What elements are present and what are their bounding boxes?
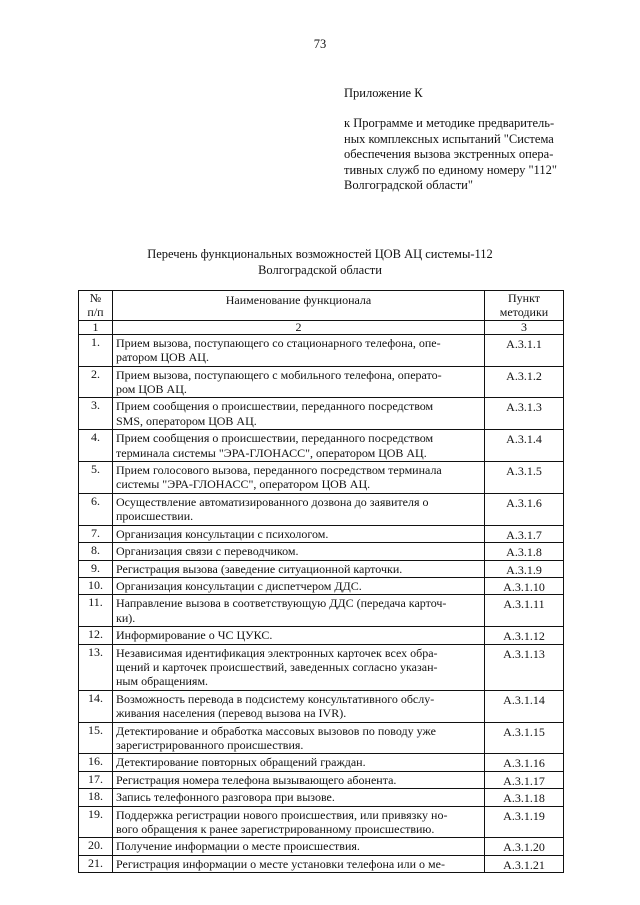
row-description-line: SMS, оператором ЦОВ АЦ. bbox=[116, 413, 257, 428]
table-row bbox=[79, 543, 564, 560]
row-description bbox=[113, 855, 485, 872]
row-description bbox=[113, 789, 485, 806]
table-row bbox=[79, 627, 564, 644]
table-row bbox=[79, 398, 564, 430]
table-row bbox=[79, 577, 564, 594]
row-description bbox=[113, 771, 485, 788]
row-description-line: Организация консультации с диспетчером ДДС. bbox=[116, 578, 362, 593]
header-name: Наименование функционала bbox=[113, 291, 485, 321]
appendix-subtitle bbox=[344, 116, 594, 194]
row-description-line: Поддержка регистрации нового происшествия, или привязку но- bbox=[116, 807, 448, 822]
index-cell: 2 bbox=[113, 320, 485, 334]
appendix-subtitle-line: Волгоградской области" bbox=[344, 178, 473, 193]
table-row bbox=[79, 334, 564, 366]
row-description bbox=[113, 806, 485, 838]
row-description-line: Осуществление автоматизированного дозвона до заявителя о bbox=[116, 494, 429, 509]
row-description bbox=[113, 334, 485, 366]
functions-table bbox=[78, 290, 564, 873]
header-num-line: № bbox=[89, 291, 102, 305]
header-num bbox=[79, 291, 113, 321]
row-number: 11. bbox=[79, 595, 113, 627]
header-point-line: Пункт bbox=[507, 291, 540, 305]
table-row bbox=[79, 754, 564, 771]
row-description-line: Запись телефонного разговора при вызове. bbox=[116, 790, 335, 805]
row-method-point: А.3.1.3 bbox=[485, 398, 564, 430]
row-method-point: А.3.1.21 bbox=[485, 855, 564, 872]
row-description bbox=[113, 430, 485, 462]
row-method-point: А.3.1.7 bbox=[485, 525, 564, 542]
row-description-line: Регистрация информации о месте установки телефона или о ме- bbox=[116, 856, 445, 871]
table-row bbox=[79, 722, 564, 754]
table-row bbox=[79, 560, 564, 577]
row-method-point: А.3.1.13 bbox=[485, 644, 564, 690]
row-number: 15. bbox=[79, 722, 113, 754]
row-description-line: живания населения (перевод вызова на IVR). bbox=[116, 706, 347, 721]
table-row bbox=[79, 690, 564, 722]
row-description bbox=[113, 595, 485, 627]
row-method-point: А.3.1.10 bbox=[485, 577, 564, 594]
document-title-line: Перечень функциональных возможностей ЦОВ АЦ системы-112 bbox=[147, 247, 493, 261]
row-description bbox=[113, 493, 485, 525]
row-description bbox=[113, 627, 485, 644]
row-description-line: Организация консультации с психологом. bbox=[116, 526, 329, 541]
appendix-subtitle-line: ных комплексных испытаний "Система bbox=[344, 131, 554, 146]
row-description-line: Регистрация номера телефона вызывающего абонента. bbox=[116, 772, 397, 787]
table-row bbox=[79, 430, 564, 462]
table-row bbox=[79, 493, 564, 525]
row-description-line: Детектирование и обработка массовых вызовов по поводу уже bbox=[116, 723, 436, 738]
row-method-point: А.3.1.2 bbox=[485, 366, 564, 398]
row-method-point: А.3.1.17 bbox=[485, 771, 564, 788]
row-number: 17. bbox=[79, 771, 113, 788]
row-description-line: Направление вызова в соответствующую ДДС (передача карточ- bbox=[116, 596, 447, 611]
row-description-line: Детектирование повторных обращений граждан. bbox=[116, 755, 366, 770]
row-description bbox=[113, 722, 485, 754]
row-description-line: ратором ЦОВ АЦ. bbox=[116, 350, 209, 365]
row-description bbox=[113, 398, 485, 430]
header-num-line: п/п bbox=[87, 305, 104, 320]
row-description bbox=[113, 560, 485, 577]
row-number: 3. bbox=[79, 398, 113, 430]
row-description bbox=[113, 754, 485, 771]
table-row bbox=[79, 644, 564, 690]
row-description bbox=[113, 577, 485, 594]
row-method-point: А.3.1.9 bbox=[485, 560, 564, 577]
row-description-line: Получение информации о месте происшествия. bbox=[116, 839, 360, 854]
row-description bbox=[113, 462, 485, 494]
row-number: 16. bbox=[79, 754, 113, 771]
row-number: 8. bbox=[79, 543, 113, 560]
row-description bbox=[113, 690, 485, 722]
row-description-line: Прием сообщения о происшествии, переданного посредством bbox=[116, 399, 434, 414]
row-description-line: ром ЦОВ АЦ. bbox=[116, 382, 187, 397]
document-title bbox=[0, 247, 640, 278]
row-number: 12. bbox=[79, 627, 113, 644]
row-description-line: вого обращения к ранее зарегистрированному происшествию. bbox=[116, 822, 435, 836]
row-description bbox=[113, 543, 485, 560]
row-method-point: А.3.1.6 bbox=[485, 493, 564, 525]
row-description-line: щений и карточек происшествий, заведенных согласно указан- bbox=[116, 659, 438, 674]
row-description-line: Прием голосового вызова, переданного посредством терминала bbox=[116, 463, 442, 478]
table-index-row bbox=[79, 320, 564, 334]
row-number: 6. bbox=[79, 493, 113, 525]
row-number: 10. bbox=[79, 577, 113, 594]
appendix-subtitle-line: тивных служб по единому номеру "112" bbox=[344, 162, 557, 177]
row-description bbox=[113, 525, 485, 542]
row-method-point: А.3.1.11 bbox=[485, 595, 564, 627]
row-description-line: Прием вызова, поступающего с мобильного телефона, операто- bbox=[116, 367, 442, 382]
table-row bbox=[79, 771, 564, 788]
row-description-line: Независимая идентификация электронных карточек всех обра- bbox=[116, 645, 438, 660]
row-number: 4. bbox=[79, 430, 113, 462]
row-number: 1. bbox=[79, 334, 113, 366]
appendix-title: Приложение К bbox=[344, 86, 423, 100]
header-point bbox=[485, 291, 564, 321]
row-number: 9. bbox=[79, 560, 113, 577]
appendix-subtitle-line: к Программе и методике предваритель- bbox=[344, 116, 555, 130]
row-method-point: А.3.1.14 bbox=[485, 690, 564, 722]
row-description bbox=[113, 366, 485, 398]
row-description-line: Регистрация вызова (заведение ситуационной карточки. bbox=[116, 561, 403, 576]
index-cell: 1 bbox=[79, 320, 113, 334]
row-description-line: Возможность перевода в подсистему консультативного обслу- bbox=[116, 691, 435, 706]
row-description-line: зарегистрированного происшествия. bbox=[116, 737, 304, 752]
row-method-point: А.3.1.20 bbox=[485, 838, 564, 855]
row-number: 14. bbox=[79, 690, 113, 722]
row-method-point: А.3.1.1 bbox=[485, 334, 564, 366]
row-method-point: А.3.1.19 bbox=[485, 806, 564, 838]
document-title-line: Волгоградской области bbox=[258, 262, 382, 277]
row-number: 5. bbox=[79, 462, 113, 494]
row-description-line: ки). bbox=[116, 610, 136, 625]
table-row bbox=[79, 595, 564, 627]
row-description-line: ным обращениям. bbox=[116, 674, 209, 689]
row-description-line: Организация связи с переводчиком. bbox=[116, 544, 299, 559]
row-method-point: А.3.1.12 bbox=[485, 627, 564, 644]
row-method-point: А.3.1.18 bbox=[485, 789, 564, 806]
table-row bbox=[79, 838, 564, 855]
row-description-line: Информирование о ЧС ЦУКС. bbox=[116, 628, 273, 643]
table-row bbox=[79, 806, 564, 838]
table-row bbox=[79, 525, 564, 542]
row-description bbox=[113, 838, 485, 855]
table-row bbox=[79, 366, 564, 398]
row-description-line: Прием сообщения о происшествии, переданного посредством bbox=[116, 431, 434, 446]
row-method-point: А.3.1.15 bbox=[485, 722, 564, 754]
row-description-line: происшествии. bbox=[116, 509, 194, 524]
row-method-point: А.3.1.4 bbox=[485, 430, 564, 462]
row-number: 18. bbox=[79, 789, 113, 806]
row-number: 7. bbox=[79, 525, 113, 542]
row-method-point: А.3.1.8 bbox=[485, 543, 564, 560]
appendix-subtitle-line: обеспечения вызова экстренных опера- bbox=[344, 147, 554, 162]
row-description-line: терминала системы "ЭРА-ГЛОНАСС", оператором ЦОВ АЦ. bbox=[116, 445, 427, 460]
row-description bbox=[113, 644, 485, 690]
row-number: 2. bbox=[79, 366, 113, 398]
row-description-line: системы "ЭРА-ГЛОНАСС", оператором ЦОВ АЦ. bbox=[116, 477, 371, 492]
page-number: 73 bbox=[313, 37, 327, 51]
table-row bbox=[79, 462, 564, 494]
table-header-row bbox=[79, 291, 564, 321]
row-number: 20. bbox=[79, 838, 113, 855]
table-row bbox=[79, 855, 564, 872]
row-method-point: А.3.1.5 bbox=[485, 462, 564, 494]
row-number: 21. bbox=[79, 855, 113, 872]
header-point-line: методики bbox=[499, 305, 549, 320]
row-number: 19. bbox=[79, 806, 113, 838]
row-description-line: Прием вызова, поступающего со стационарного телефона, опе- bbox=[116, 335, 441, 350]
index-cell: 3 bbox=[485, 320, 564, 334]
row-method-point: А.3.1.16 bbox=[485, 754, 564, 771]
table-row bbox=[79, 789, 564, 806]
row-number: 13. bbox=[79, 644, 113, 690]
